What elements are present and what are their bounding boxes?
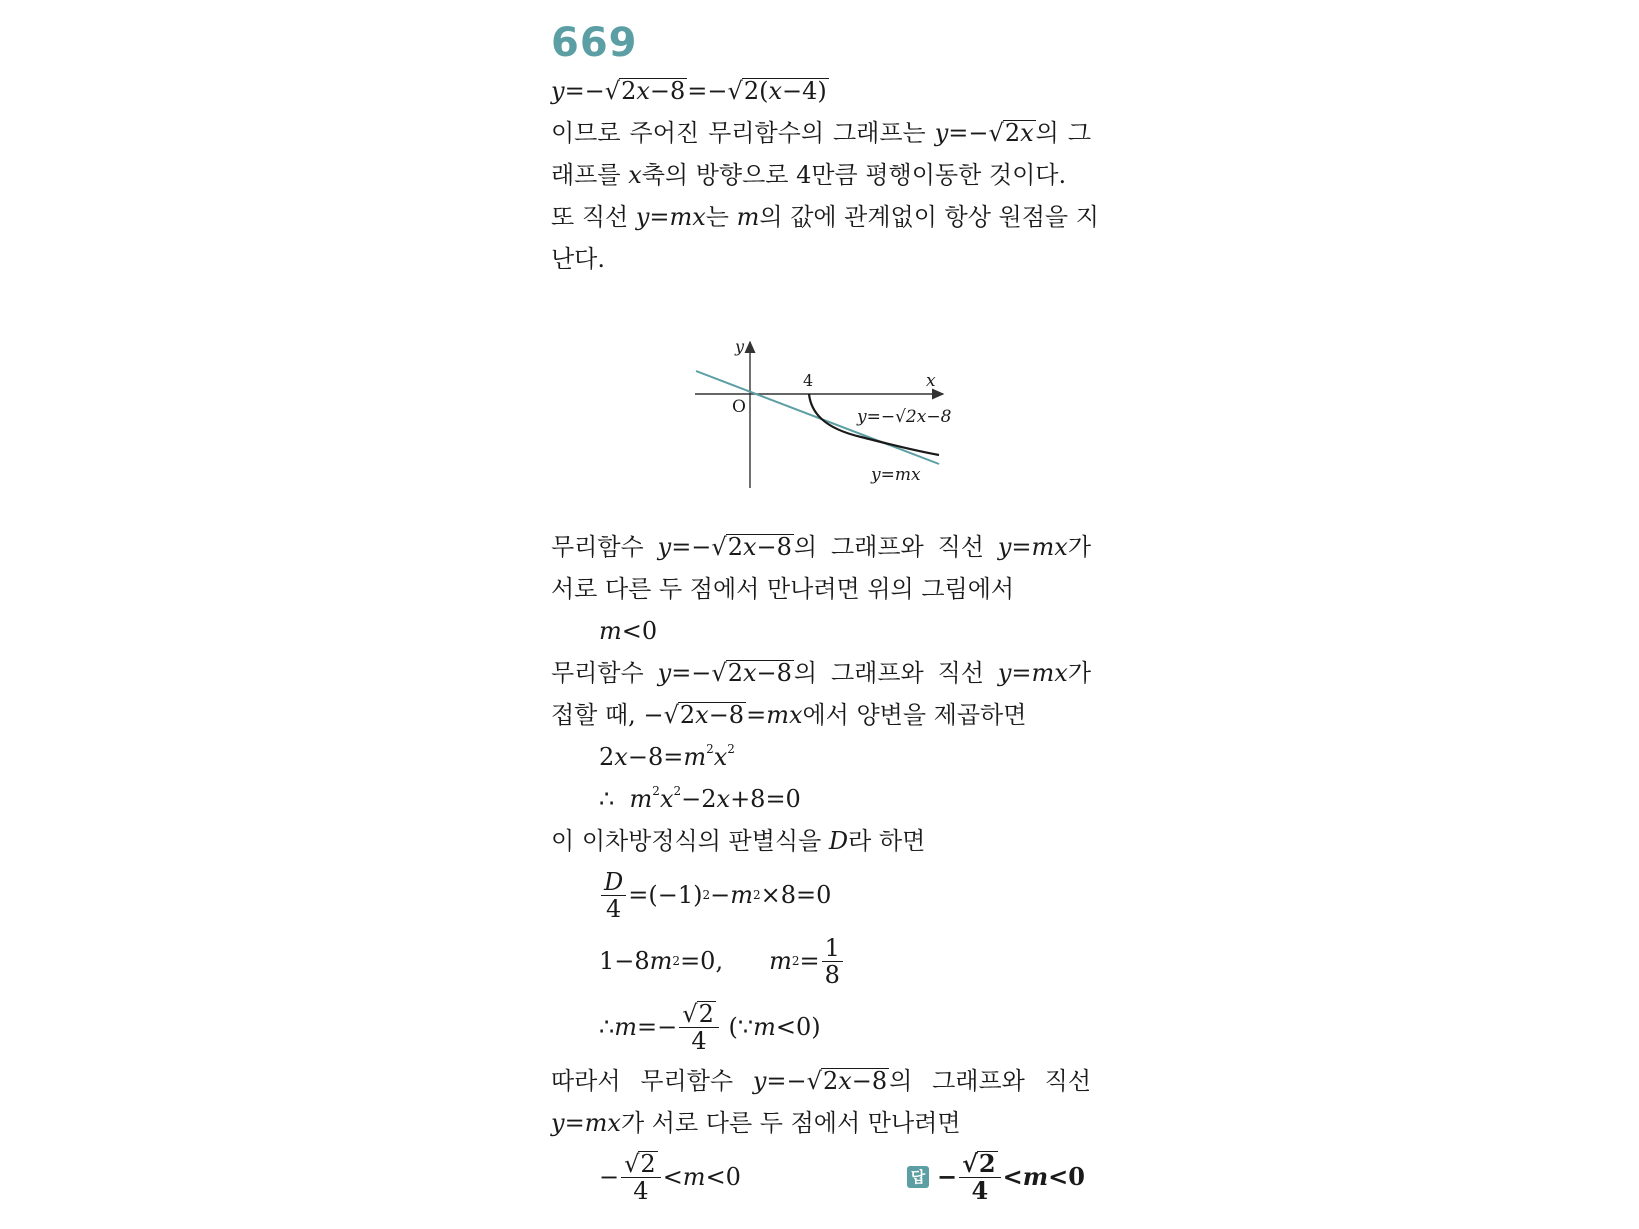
solution-column: [551, 18, 1099, 1210]
intro-line-3: 래프를 x축의 방향으로 4만큼 평행이동한 것이다.: [551, 161, 1067, 189]
equation-squared: $2x-8=m^2x^2$: [599, 742, 735, 771]
body-line-12: 따라서 무리함수 y=−√2x−8의 그래프와 직선: [551, 1067, 1092, 1095]
label-x: x: [926, 371, 936, 391]
body-line-5: 접할 때, −√2x−8=mx에서 양변을 제곱하면: [551, 701, 1027, 729]
m-squared-equation: 1−8 m 2 =0, m 2 = $\frac{1}{8}$: [551, 928, 1091, 994]
body-line-13: y=mx가 서로 다른 두 점에서 만나려면: [551, 1109, 961, 1137]
label-origin: O: [732, 397, 746, 417]
graph-svg: [551, 280, 1091, 526]
equation-line-1: y=−√2x−8=−√2(x−4): [551, 77, 827, 105]
label-y: y: [735, 337, 745, 356]
condition-m-negative: m<0: [599, 617, 658, 645]
answer-badge: 답: [907, 1166, 929, 1188]
answer: 답 − $\frac{√2}{4}$ < m <0: [907, 1151, 1085, 1204]
intro-line-2: 이므로 주어진 무리함수의 그래프는 y=−√2x의 그: [551, 119, 1091, 147]
body-line-1: 무리함수 y=−√2x−8의 그래프와 직선 y=mx가: [551, 533, 1091, 561]
body-line-4: 무리함수 y=−√2x−8의 그래프와 직선 y=mx가: [551, 659, 1091, 687]
intro-line-4: 또 직선 y=mx는 m의 값에 관계없이 항상 원점을 지: [551, 203, 1099, 231]
body-line-2: 서로 다른 두 점에서 만나려면 위의 그림에서: [551, 575, 1015, 603]
m-value-equation: ∴ m =− $\frac{√2}{4}$ (∵ m <0): [599, 999, 821, 1055]
intro-line-5: 난다.: [551, 245, 605, 273]
graph-figure: [551, 280, 1091, 526]
problem-number: 669: [551, 20, 638, 66]
line-label: y=mx: [871, 465, 921, 485]
label-4: 4: [803, 371, 814, 390]
body-line-8: 이 이차방정식의 판별식을 D라 하면: [551, 827, 926, 855]
equation-quadratic: ∴ $m^2x^2-2x+8=0$: [599, 784, 801, 813]
discriminant-equation: $\frac{D}{4}$ =(−1) 2 − m 2 ×8=0: [551, 862, 1091, 928]
curve-label: y=−√2x−8: [857, 407, 952, 427]
final-range: − $\frac{√2}{4}$ < m <0 답 − $\frac{√2}{4}$ < m <0: [599, 1148, 1085, 1205]
